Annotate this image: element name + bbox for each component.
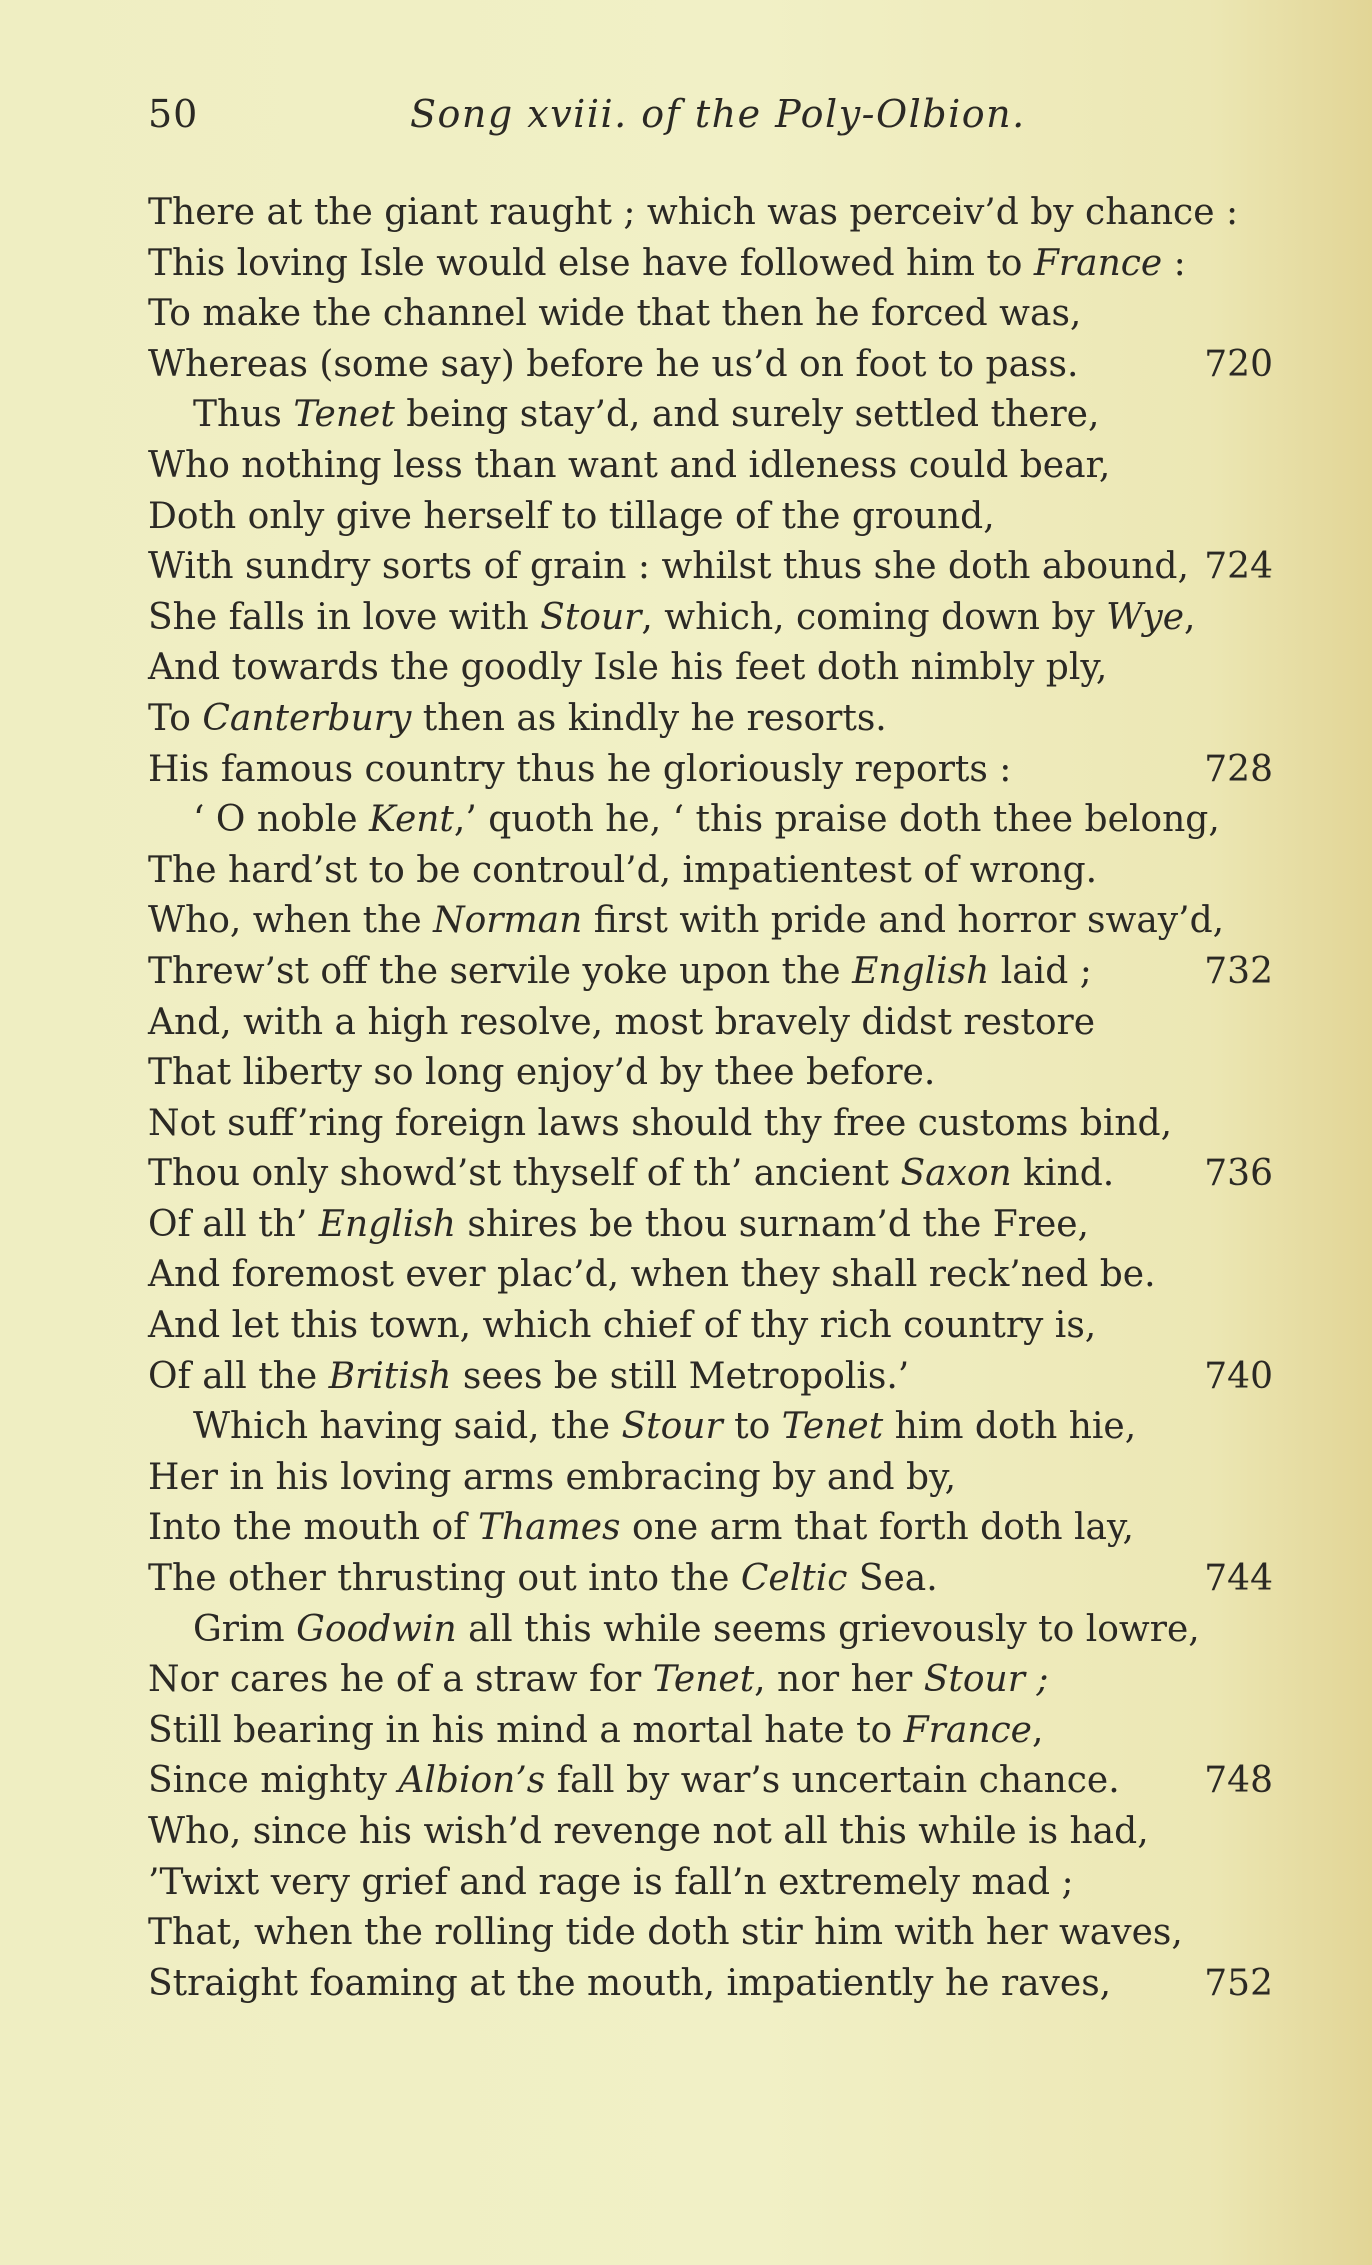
italic-segment: English <box>852 950 990 992</box>
poem-line <box>148 1453 1273 1504</box>
text-segment: Into the mouth of <box>148 1507 478 1549</box>
poem-line <box>148 1706 1273 1757</box>
poem-line-text <box>148 1153 1114 1194</box>
line-number: 736 <box>1204 1153 1273 1195</box>
poem-line-text <box>148 1659 1049 1700</box>
poem-line-text <box>148 749 1011 790</box>
text-segment: : <box>1162 242 1186 284</box>
poem-line <box>148 1099 1273 1150</box>
poem-text <box>148 188 1273 2009</box>
poem-line-text <box>148 344 1078 385</box>
text-segment: then as kindly he resorts. <box>411 697 887 739</box>
poem-line <box>148 441 1273 492</box>
text-segment: There at the giant raught ; which was perceiv’d by chance : <box>148 192 1239 233</box>
poem-line-text <box>148 1204 1089 1245</box>
text-segment: Whereas (some say) before he us’d on foot to pass. <box>148 343 1079 385</box>
poem-line <box>148 795 1273 846</box>
text-segment: Of all th’ <box>148 1203 319 1245</box>
page-number: 50 <box>148 92 199 136</box>
poem-line-text <box>148 445 1110 486</box>
italic-segment: Thames <box>477 1507 621 1549</box>
poem-line <box>148 643 1273 694</box>
text-segment: Not suff’ring foreign laws should thy free customs bind, <box>148 1102 1173 1144</box>
poem-line-text <box>148 1507 1134 1548</box>
text-segment: , <box>1184 596 1196 638</box>
italic-segment: Stour ; <box>923 1659 1049 1701</box>
poem-line-text <box>148 1002 1095 1043</box>
text-segment: Doth only give herself to tillage of the ground, <box>148 495 995 537</box>
running-title: Song xviii. of the Poly-Olbion. <box>410 92 1026 136</box>
italic-segment: Norman <box>433 900 583 942</box>
text-segment: to <box>722 1406 782 1448</box>
poem-line <box>148 1756 1273 1807</box>
poem-line-text <box>148 1811 1149 1852</box>
text-segment: To make the channel wide that then he forced was, <box>148 293 1082 335</box>
text-segment: Grim <box>193 1608 297 1650</box>
text-segment: And foremost ever plac’d, when they shall reck’ned be. <box>148 1254 1156 1296</box>
poem-line <box>148 1503 1273 1554</box>
poem-line <box>148 1200 1273 1251</box>
poem-line <box>148 492 1273 543</box>
poem-line-text <box>148 1406 1136 1447</box>
poem-line-text <box>148 1963 1111 2004</box>
poem-line-text <box>148 698 887 739</box>
text-segment: That liberty so long enjoy’d by thee before. <box>148 1052 936 1094</box>
line-number: 748 <box>1204 1760 1273 1802</box>
poem-line <box>148 896 1273 947</box>
text-segment: Her in his loving arms embracing by and by, <box>148 1456 957 1498</box>
text-segment: , nor her <box>754 1659 924 1701</box>
italic-segment: Stour <box>621 1406 723 1448</box>
poem-line-text <box>148 799 1220 840</box>
poem-line <box>148 1250 1273 1301</box>
poem-line-text <box>148 1912 1183 1953</box>
poem-line <box>148 1352 1273 1403</box>
text-segment: ‘ O noble <box>193 799 370 841</box>
text-segment: him doth hie, <box>883 1406 1137 1448</box>
text-segment: Who nothing less than want and idleness could bear, <box>148 444 1111 486</box>
poem-line <box>148 289 1273 340</box>
text-segment: And let this town, which chief of thy rich country is, <box>148 1305 1097 1347</box>
italic-segment: Canterbury <box>202 697 412 739</box>
text-segment: With sundry sorts of grain : whilst thus she doth abound, <box>148 546 1189 588</box>
line-number: 744 <box>1204 1558 1273 1600</box>
text-segment: ’Twixt very grief and rage is fall’n extremely mad ; <box>148 1861 1074 1903</box>
poem-line-text <box>148 597 1195 638</box>
text-segment: Thus <box>193 394 294 436</box>
poem-line-text <box>148 850 1097 891</box>
line-number: 724 <box>1204 546 1273 588</box>
line-number: 720 <box>1204 343 1273 385</box>
poem-line-text <box>148 1254 1156 1295</box>
italic-segment: Wye <box>1106 596 1185 638</box>
text-segment: first with pride and horror sway’d, <box>582 900 1225 942</box>
italic-segment: France <box>903 1709 1032 1751</box>
italic-segment: Tenet <box>293 394 395 436</box>
poem-line-text <box>148 546 1189 587</box>
text-segment: Which having said, the <box>193 1406 622 1448</box>
italic-segment: English <box>318 1203 456 1245</box>
poem-line-text <box>148 1558 938 1599</box>
text-segment: all this while seems grievously to lowre, <box>456 1608 1200 1650</box>
text-segment: She falls in love with <box>148 596 541 638</box>
poem-line-text <box>148 243 1186 284</box>
text-segment: That, when the rolling tide doth stir him with her waves, <box>148 1912 1183 1954</box>
poem-line <box>148 542 1273 593</box>
text-segment: The other thrusting out into the <box>148 1558 741 1600</box>
text-segment: being stay’d, and surely settled there, <box>394 394 1100 436</box>
poem-line-text <box>148 394 1099 435</box>
poem-line <box>148 593 1273 644</box>
poem-line-text <box>148 293 1081 334</box>
page-header <box>148 92 1248 148</box>
poem-line-text <box>148 1862 1074 1903</box>
poem-line <box>148 1402 1273 1453</box>
line-number: 740 <box>1204 1355 1273 1397</box>
text-segment: Since mighty <box>148 1760 399 1802</box>
italic-segment: Goodwin <box>296 1608 457 1650</box>
poem-line-text <box>148 1760 1120 1801</box>
italic-segment: Stour <box>540 596 642 638</box>
italic-segment: Tenet <box>652 1659 755 1701</box>
italic-segment: Saxon <box>900 1153 1012 1195</box>
poem-line <box>148 694 1273 745</box>
text-segment: shires be thou surnam’d the Free, <box>455 1203 1089 1245</box>
poem-line-text <box>148 496 995 537</box>
line-number: 728 <box>1204 748 1273 790</box>
text-segment: fall by war’s uncertain chance. <box>545 1760 1120 1802</box>
text-segment: kind. <box>1011 1153 1115 1195</box>
line-number: 732 <box>1204 950 1273 992</box>
poem-line-text <box>148 1710 1043 1751</box>
text-segment: Nor cares he of a straw for <box>148 1659 653 1701</box>
text-segment: Straight foaming at the mouth, impatiently he raves, <box>148 1962 1112 2004</box>
text-segment: Threw’st off the servile yoke upon the <box>148 950 853 992</box>
text-segment: Sea. <box>847 1558 938 1600</box>
poem-line-text <box>148 1457 956 1498</box>
poem-line <box>148 1858 1273 1909</box>
poem-line <box>148 1301 1273 1352</box>
italic-segment: British <box>328 1355 452 1397</box>
text-segment: His famous country thus he gloriously reports : <box>148 748 1012 790</box>
poem-line-text <box>148 192 1238 233</box>
text-segment: And, with a high resolve, most bravely didst restore <box>148 1001 1096 1043</box>
text-segment: Who, when the <box>148 900 434 942</box>
text-segment: Still bearing in his mind a mortal hate to <box>148 1709 904 1751</box>
text-segment: ,’ quoth he, ‘ this praise doth thee belong, <box>453 799 1220 841</box>
text-segment: This loving Isle would else have followed him to <box>148 242 1034 284</box>
italic-segment: Tenet <box>781 1406 884 1448</box>
text-segment: laid ; <box>989 950 1092 992</box>
poem-line <box>148 239 1273 290</box>
text-segment: , which, coming down by <box>641 596 1107 638</box>
poem-line-text <box>148 1356 909 1397</box>
poem-line <box>148 340 1273 391</box>
poem-line-text <box>148 1305 1096 1346</box>
poem-line <box>148 1908 1273 1959</box>
text-segment: sees be still Metropolis.’ <box>451 1355 910 1397</box>
text-segment: And towards the goodly Isle his feet doth nimbly ply, <box>148 647 1108 689</box>
poem-line-text <box>148 1103 1172 1144</box>
poem-line <box>148 998 1273 1049</box>
italic-segment: France <box>1033 242 1163 284</box>
poem-line-text <box>148 900 1224 941</box>
poem-line <box>148 1959 1273 2010</box>
poem-line-text <box>148 647 1107 688</box>
poem-line <box>148 1655 1273 1706</box>
italic-segment: Kent <box>369 799 454 841</box>
text-segment: Thou only showd’st thyself of th’ ancient <box>148 1153 901 1195</box>
text-segment: Of all the <box>148 1355 329 1397</box>
text-segment: one arm that forth doth lay, <box>620 1507 1134 1549</box>
poem-line <box>148 1605 1273 1656</box>
text-segment: , <box>1031 1709 1044 1751</box>
poem-line-text <box>148 1609 1200 1650</box>
poem-line <box>148 1048 1273 1099</box>
poem-line-text <box>148 951 1092 992</box>
poem-line <box>148 947 1273 998</box>
poem-line <box>148 188 1273 239</box>
text-segment: Who, since his wish’d revenge not all this while is had, <box>148 1811 1149 1852</box>
poem-line <box>148 846 1273 897</box>
poem-line <box>148 1149 1273 1200</box>
italic-segment: Albion’s <box>398 1760 546 1802</box>
text-segment: To <box>148 697 203 739</box>
poem-line-text <box>148 1052 935 1093</box>
poem-line <box>148 390 1273 441</box>
italic-segment: Celtic <box>740 1558 848 1600</box>
text-segment: The hard’st to be controul’d, impatientest of wrong. <box>148 849 1098 891</box>
line-number: 752 <box>1204 1962 1273 2004</box>
poem-line <box>148 745 1273 796</box>
poem-line <box>148 1554 1273 1605</box>
poem-line <box>148 1807 1273 1858</box>
